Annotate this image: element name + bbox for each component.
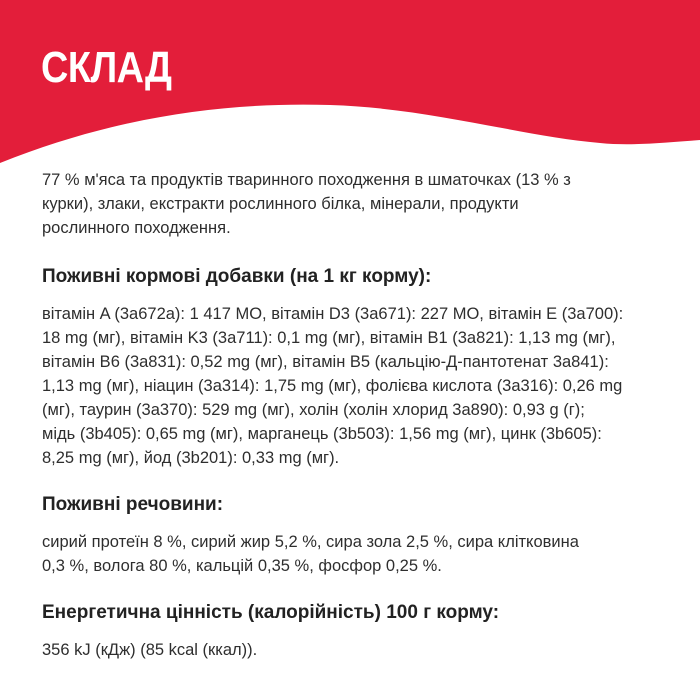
nutrients-paragraph (42, 530, 682, 578)
additives-paragraph (42, 302, 682, 470)
composition-line: 77 % м'яса та продуктів тваринного походження в шматочках (13 % з (42, 171, 571, 189)
composition-content (42, 168, 682, 662)
header-banner (0, 0, 700, 170)
additives-line: мідь (3b405): 0,65 mg (мг), марганець (3b503): 1,56 mg (мг), цинк (3b605): (42, 425, 602, 443)
nutrients-heading: Поживні речовини: (42, 494, 224, 515)
page-title: СКЛАД (41, 43, 172, 92)
additives-heading: Поживні кормові добавки (на 1 кг корму): (42, 266, 432, 287)
energy-line: 356 kJ (кДж) (85 kcal (ккал)). (42, 641, 258, 659)
additives-line: вітамін A (3a672a): 1 417 МО, вітамін D3 (3a671): 227 МО, вітамін E (3a700): (42, 305, 624, 323)
nutrients-line: сирий протеїн 8 %, сирий жир 5,2 %, сира зола 2,5 %, сира клітковина (42, 533, 579, 551)
additives-line: 1,13 mg (мг), ніацин (3a314): 1,75 mg (мг), фолієва кислота (3a316): 0,26 mg (42, 377, 623, 395)
additives-line: вітамін B6 (3a831): 0,52 mg (мг), вітамін B5 (кальцію-Д-пантотенат 3a841): (42, 353, 609, 371)
nutrients-line: 0,3 %, волога 80 %, кальцій 0,35 %, фосфор 0,25 %. (42, 557, 442, 575)
energy-heading: Енергетична цінність (калорійність) 100 г корму: (42, 602, 500, 623)
energy-paragraph (42, 638, 682, 662)
additives-line: 18 mg (мг), вітамін K3 (3a711): 0,1 mg (мг), вітамін B1 (3a821): 1,13 mg (мг), (42, 329, 616, 347)
composition-line: рослинного походження. (42, 219, 231, 237)
additives-line: 8,25 mg (мг), йод (3b201): 0,33 mg (мг). (42, 449, 340, 467)
composition-paragraph (42, 168, 682, 240)
composition-line: курки), злаки, екстракти рослинного білка, мінерали, продукти (42, 195, 519, 213)
additives-line: (мг), таурин (3a370): 529 mg (мг), холін (холін хлорид 3a890): 0,93 g (г); (42, 401, 585, 419)
